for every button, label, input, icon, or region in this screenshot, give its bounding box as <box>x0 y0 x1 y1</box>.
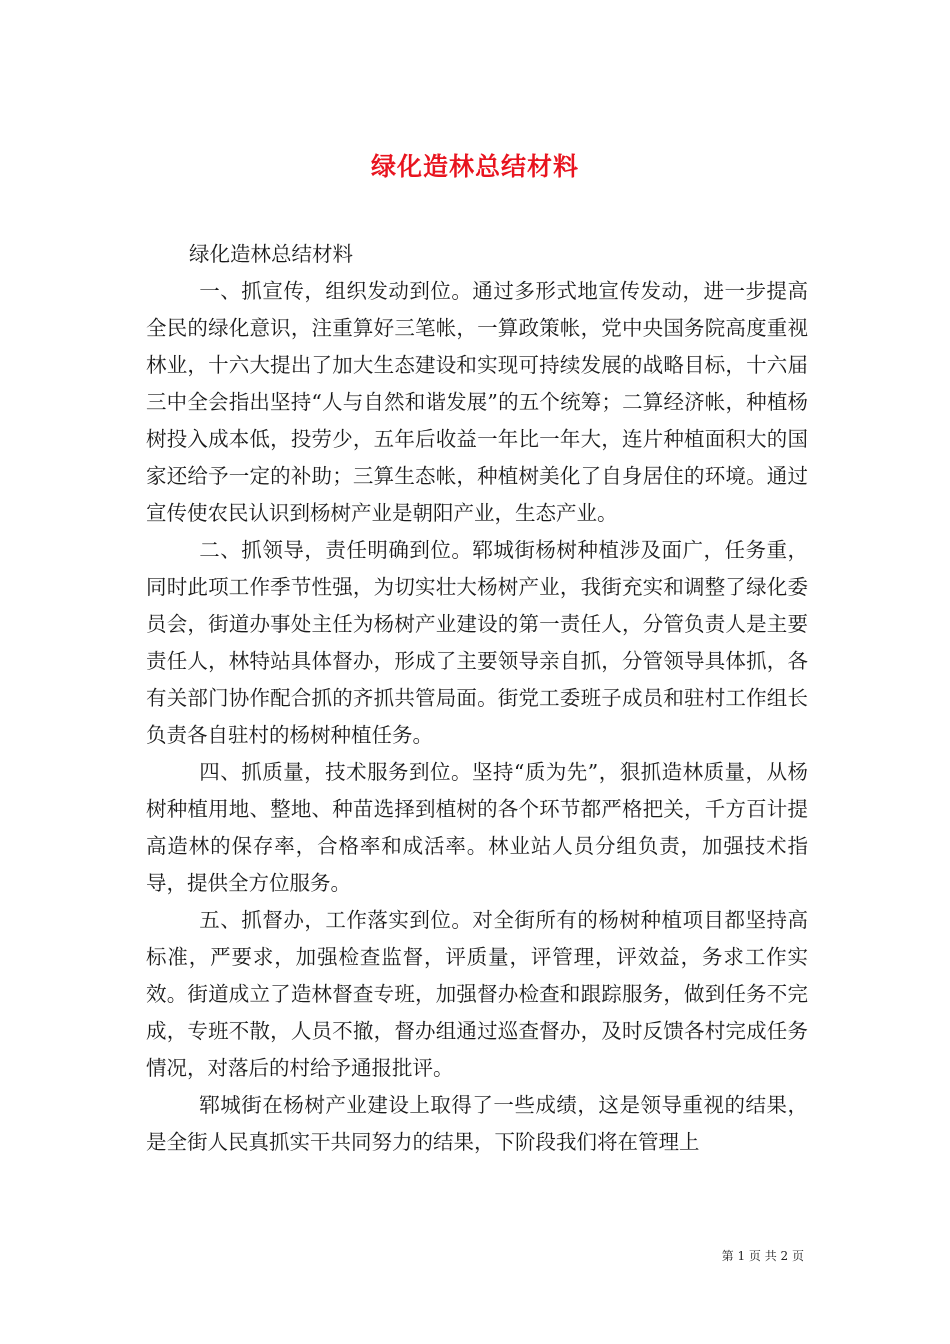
paragraph-publicity: 一、抓宣传，组织发动到位。通过多形式地宣传发动，进一步提高全民的绿化意识，注重算好三笔帐，一算政策帐，党中央国务院高度重视林业，十六大提出了加大生态建设和实现可持续发展的战略目标，十六届三中全会指出坚持“人与自然和谐发展”的五个统筹；二算经济帐，种植杨树投入成本低，投劳少，五年后收益一年比一年大，连片种植面积大的国家还给予一定的补助；三算生态帐，种植树美化了自身居住的环境。通过宣传使农民认识到杨树产业是朝阳产业，生态产业。 <box>146 279 808 525</box>
paragraph-quality: 四、抓质量，技术服务到位。坚持“质为先”，狠抓造林质量，从杨树种植用地、整地、种苗选择到植树的各个环节都严格把关，千方百计提高造林的保存率，合格率和成活率。林业站人员分组负责，加强技术指导，提供全方位服务。 <box>146 760 808 895</box>
document-body <box>146 236 808 1161</box>
document-subtitle: 绿化造林总结材料 <box>189 242 353 266</box>
paragraph-leadership: 二、抓领导，责任明确到位。郓城街杨树种植涉及面广，任务重，同时此项工作季节性强，为切实壮大杨树产业，我街充实和调整了绿化委员会，街道办事处主任为杨树产业建设的第一责任人，分管负责人是主要责任人，林特站具体督办，形成了主要领导亲自抓，分管领导具体抓，各有关部门协作配合抓的齐抓共管局面。街党工委班子成员和驻村工作组长负责各自驻村的杨树种植任务。 <box>146 538 808 747</box>
document-title: 绿化造林总结材料 <box>370 151 579 181</box>
paragraph-conclusion: 郓城街在杨树产业建设上取得了一些成绩，这是领导重视的结果，是全街人民真抓实干共同努力的结果，下阶段我们将在管理上 <box>146 1093 808 1154</box>
page-number: 第 1 页 共 2 页 <box>721 1249 804 1263</box>
paragraph-supervision: 五、抓督办，工作落实到位。对全街所有的杨树种植项目都坚持高标准，严要求，加强检查监督，评质量，评管理，评效益，务求工作实效。街道成立了造林督查专班，加强督办检查和跟踪服务，做到任务不完成，专班不散，人员不撤，督办组通过巡查督办，及时反馈各村完成任务情况，对落后的村给予通报批评。 <box>146 908 808 1080</box>
